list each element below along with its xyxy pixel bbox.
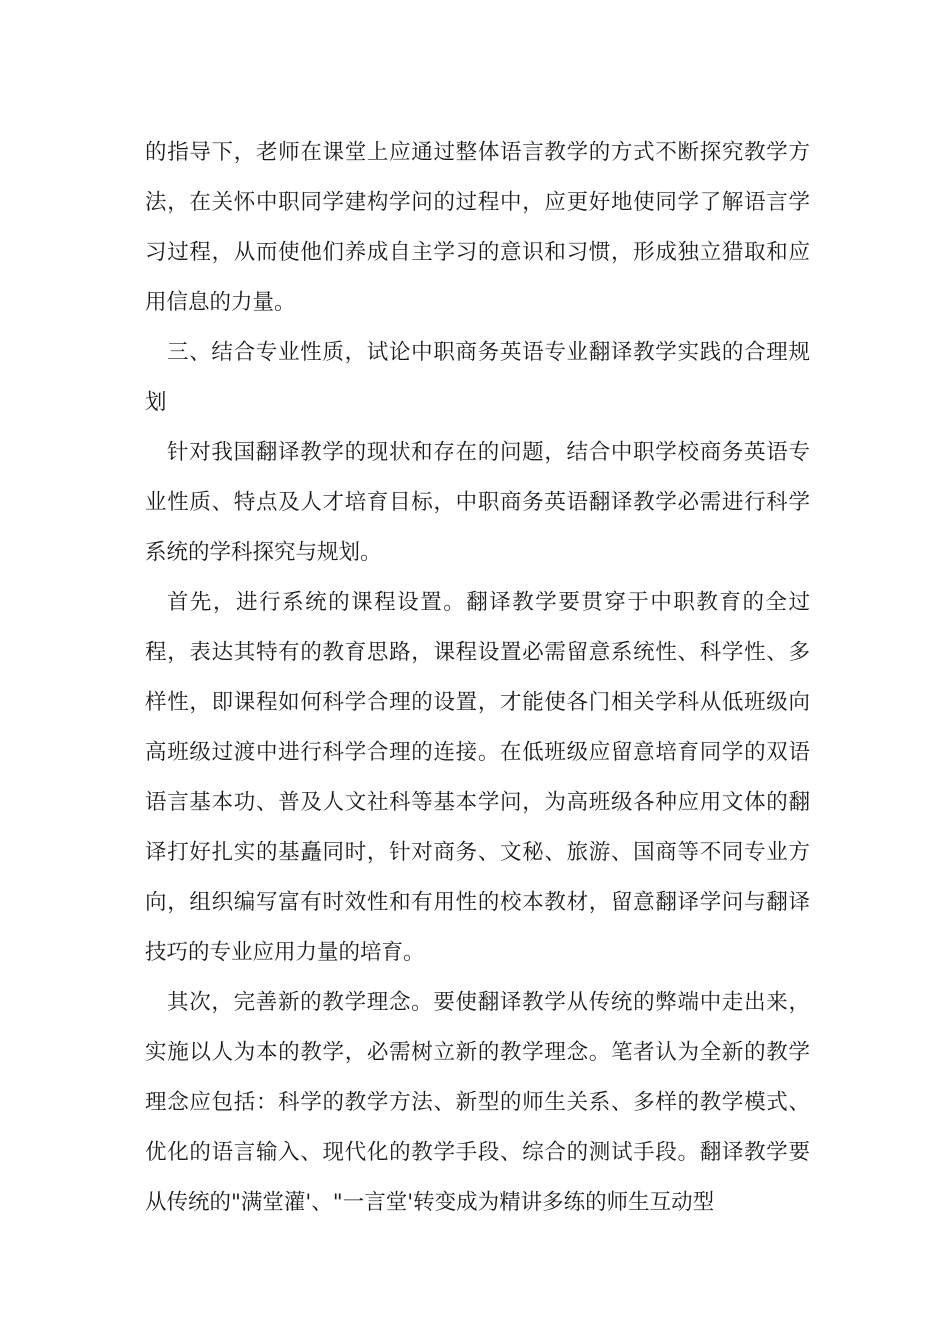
paragraph: 其次，完善新的教学理念。要使翻译教学从传统的弊端中走出来，实施以人为本的教学，必需树立新的教学理念。笔者认为全新的教学理念应包括：科学的教学方法、新型的师生关系、多样的教学模式、优化的语言输入、现代化的教学手段、综合的测试手段。翻译教学要从传统的"满堂灌'、"一言堂'转变成为精讲多练的师生互动型 bbox=[145, 990, 810, 1215]
document-page bbox=[145, 128, 810, 1228]
section-heading: 三、结合专业性质，试论中职商务英语专业翻译教学实践的合理规划 bbox=[145, 340, 810, 415]
paragraph: 针对我国翻译教学的现状和存在的问题，结合中职学校商务英语专业性质、特点及人才培育目标，中职商务英语翻译教学必需进行科学系统的学科探究与规划。 bbox=[145, 440, 810, 565]
paragraph: 首先，进行系统的课程设置。翻译教学要贯穿于中职教育的全过程，表达其特有的教育思路，课程设置必需留意系统性、科学性、多样性，即课程如何科学合理的设置，才能使各门相关学科从低班级向高班级过渡中进行科学合理的连接。在低班级应留意培育同学的双语语言基本功、普及人文社科等基本学问，为高班级各种应用文体的翻译打好扎实的基矗同时，针对商务、文秘、旅游、国商等不同专业方向，组织编写富有时效性和有用性的校本教材，留意翻译学问与翻译技巧的专业应用力量的培育。 bbox=[145, 590, 810, 965]
paragraph-continuation: 的指导下，老师在课堂上应通过整体语言教学的方式不断探究教学方法，在关怀中职同学建构学问的过程中，应更好地使同学了解语言学习过程，从而使他们养成自主学习的意识和习惯，形成独立猎取和应用信息的力量。 bbox=[145, 140, 810, 315]
